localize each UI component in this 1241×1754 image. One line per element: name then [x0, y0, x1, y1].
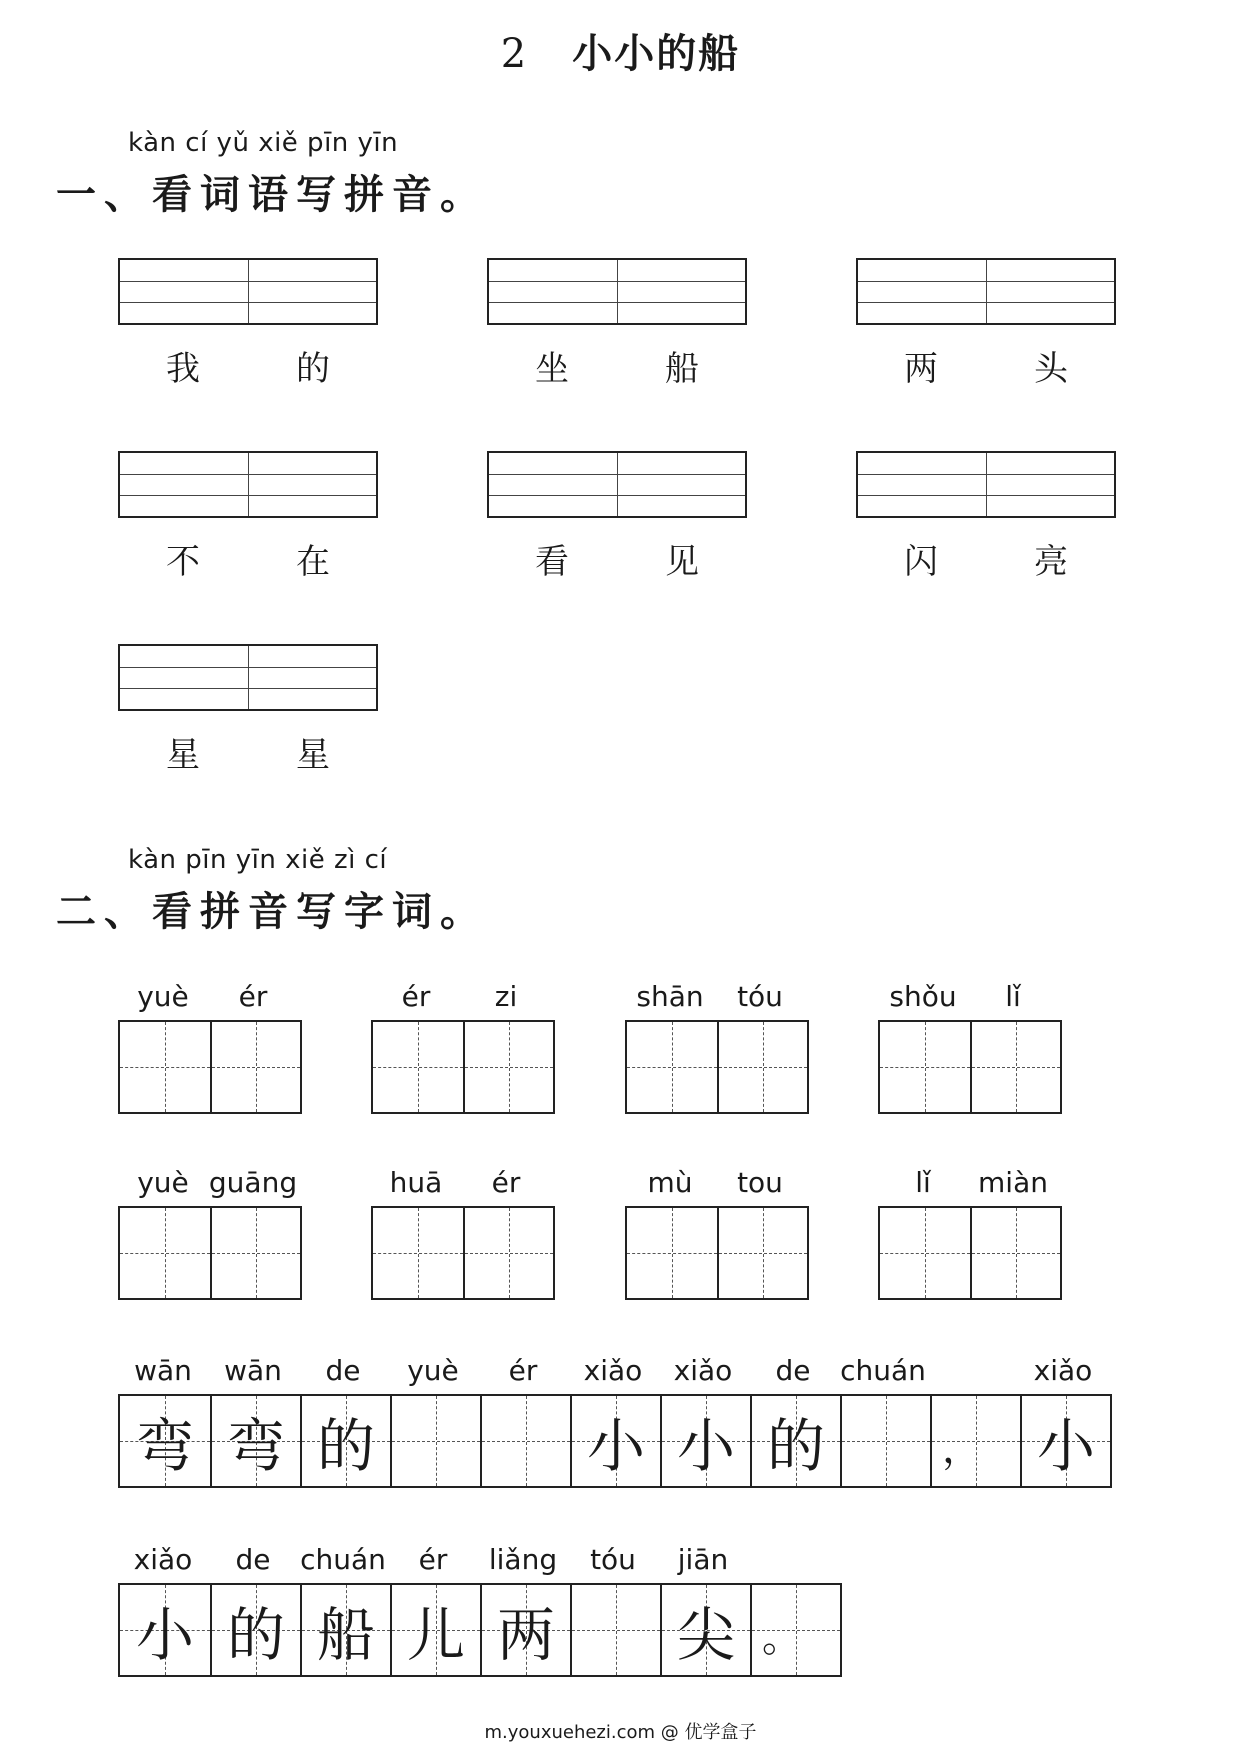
- section2-pinyin: kàn pīn yīn xiě zì cí: [128, 845, 388, 875]
- section2-heading: 二、看拼音写字词。: [56, 889, 488, 935]
- section1-pinyin: kàn cí yǔ xiě pīn yīn: [128, 128, 399, 158]
- word-char: 看: [535, 542, 569, 582]
- cell-char: 弯: [226, 1412, 285, 1480]
- pinyin-label: shǒu: [889, 980, 957, 1013]
- page-title: [0, 22, 1241, 79]
- word-char: 亮: [1034, 542, 1068, 582]
- tianzige-cell[interactable]: [660, 1396, 750, 1486]
- word-label: [856, 341, 1116, 390]
- cell-char: 儿: [406, 1601, 465, 1669]
- word-char: 在: [296, 542, 330, 582]
- word-label: [487, 534, 747, 583]
- tianzige-cell[interactable]: [570, 1585, 660, 1675]
- tianzige-cell[interactable]: [840, 1396, 930, 1486]
- word-char: 我: [166, 349, 200, 389]
- four-line-grid[interactable]: [487, 451, 747, 518]
- tianzige-cell[interactable]: [463, 1022, 553, 1112]
- tianzige-cell[interactable]: [930, 1396, 1020, 1486]
- pinyin-label: ér: [238, 980, 268, 1013]
- word-char: 不: [166, 542, 200, 582]
- tianzige-cell[interactable]: [463, 1208, 553, 1298]
- pinyin-label: tou: [737, 1166, 783, 1199]
- pinyin-label: xiǎo: [1033, 1354, 1093, 1387]
- pinyin-label: ér: [418, 1543, 448, 1576]
- word-label: [487, 341, 747, 390]
- tianzige-cell[interactable]: [300, 1396, 390, 1486]
- cell-char: ，: [942, 1426, 982, 1472]
- tianzige-pair[interactable]: [878, 1020, 1062, 1114]
- tianzige-cell[interactable]: [210, 1585, 300, 1675]
- tianzige-cell[interactable]: [373, 1208, 463, 1298]
- pinyin-label: lǐ: [915, 1166, 931, 1199]
- tianzige-cell[interactable]: [880, 1208, 970, 1298]
- tianzige-cell[interactable]: [750, 1396, 840, 1486]
- tianzige-cell[interactable]: [120, 1208, 210, 1298]
- section1-heading: 一、看词语写拼音。: [56, 172, 488, 218]
- tianzige-cell[interactable]: [210, 1396, 300, 1486]
- word-label: [118, 727, 378, 776]
- word-label: [118, 341, 378, 390]
- pinyin-label: miàn: [978, 1166, 1048, 1199]
- four-line-grid[interactable]: [856, 451, 1116, 518]
- pinyin-label: wān: [134, 1354, 192, 1387]
- pinyin-label: jiān: [677, 1543, 729, 1576]
- word-char: 见: [665, 542, 699, 582]
- pinyin-label: zi: [494, 980, 518, 1013]
- tianzige-cell[interactable]: [120, 1022, 210, 1112]
- tianzige-cell[interactable]: [627, 1208, 717, 1298]
- sentence2-grid[interactable]: [118, 1583, 842, 1677]
- cell-char: 船: [316, 1601, 375, 1669]
- word-char: 星: [166, 735, 200, 775]
- tianzige-cell[interactable]: [880, 1022, 970, 1112]
- tianzige-cell[interactable]: [627, 1022, 717, 1112]
- word-label: [856, 534, 1116, 583]
- tianzige-cell[interactable]: [970, 1208, 1060, 1298]
- tianzige-pair[interactable]: [371, 1020, 555, 1114]
- pinyin-label: yuè: [137, 1166, 189, 1199]
- pinyin-label: yuè: [407, 1354, 459, 1387]
- four-line-grid[interactable]: [856, 258, 1116, 325]
- four-line-grid[interactable]: [118, 451, 378, 518]
- pinyin-label: de: [775, 1354, 811, 1387]
- cell-char: [392, 1396, 480, 1486]
- pinyin-label: mù: [647, 1166, 693, 1199]
- pinyin-label: chuán: [840, 1354, 926, 1387]
- tianzige-cell[interactable]: [480, 1585, 570, 1675]
- tianzige-pair[interactable]: [118, 1206, 302, 1300]
- word-char: 坐: [535, 349, 569, 389]
- pinyin-label: tóu: [590, 1543, 636, 1576]
- word-char: 的: [296, 349, 330, 389]
- word-char: 两: [904, 349, 938, 389]
- pinyin-label: shān: [636, 980, 704, 1013]
- word-char: 星: [296, 735, 330, 775]
- cell-char: [482, 1396, 570, 1486]
- word-char: 闪: [904, 542, 938, 582]
- cell-char: 的: [226, 1601, 285, 1669]
- pinyin-label: chuán: [300, 1543, 386, 1576]
- tianzige-cell[interactable]: [210, 1022, 300, 1112]
- pinyin-label: ér: [401, 980, 431, 1013]
- word-char: 头: [1034, 349, 1068, 389]
- tianzige-pair[interactable]: [625, 1206, 809, 1300]
- tianzige-cell[interactable]: [373, 1022, 463, 1112]
- cell-char: 尖: [676, 1601, 735, 1669]
- pinyin-label: de: [235, 1543, 271, 1576]
- tianzige-cell[interactable]: [750, 1585, 840, 1675]
- pinyin-label: tóu: [737, 980, 783, 1013]
- tianzige-cell[interactable]: [660, 1585, 750, 1675]
- tianzige-cell[interactable]: [570, 1396, 660, 1486]
- pinyin-label: yuè: [137, 980, 189, 1013]
- cell-char: [572, 1585, 660, 1675]
- tianzige-cell[interactable]: [970, 1022, 1060, 1112]
- pinyin-label: xiǎo: [583, 1354, 643, 1387]
- word-char: 船: [665, 349, 699, 389]
- tianzige-cell[interactable]: [120, 1585, 210, 1675]
- tianzige-pair[interactable]: [118, 1020, 302, 1114]
- lesson-number: 2: [500, 31, 529, 77]
- four-line-grid[interactable]: [118, 644, 378, 711]
- lesson-title: 小小的船: [572, 31, 741, 77]
- pinyin-label: xiǎo: [133, 1543, 193, 1576]
- pinyin-label: liǎng: [488, 1543, 558, 1576]
- pinyin-label: ér: [491, 1166, 521, 1199]
- footer-watermark: m.youxuehezi.com @ 优学盒子: [484, 1722, 757, 1743]
- tianzige-cell[interactable]: [210, 1208, 300, 1298]
- cell-char: 小: [676, 1412, 735, 1480]
- tianzige-cell[interactable]: [717, 1022, 807, 1112]
- cell-char: 小: [586, 1412, 645, 1480]
- tianzige-pair[interactable]: [625, 1020, 809, 1114]
- tianzige-cell[interactable]: [717, 1208, 807, 1298]
- pinyin-label: huā: [389, 1166, 443, 1199]
- four-line-grid[interactable]: [487, 258, 747, 325]
- cell-char: [842, 1396, 930, 1486]
- tianzige-cell[interactable]: [480, 1396, 570, 1486]
- pinyin-label: xiǎo: [673, 1354, 733, 1387]
- tianzige-pair[interactable]: [878, 1206, 1062, 1300]
- cell-char: 两: [496, 1601, 555, 1669]
- pinyin-label: ér: [508, 1354, 538, 1387]
- four-line-grid[interactable]: [118, 258, 378, 325]
- word-label: [118, 534, 378, 583]
- pinyin-label: wān: [224, 1354, 282, 1387]
- cell-char: 弯: [135, 1412, 194, 1480]
- tianzige-cell[interactable]: [1020, 1396, 1110, 1486]
- cell-char: 小: [1036, 1412, 1095, 1480]
- pinyin-label: lǐ: [1005, 980, 1021, 1013]
- pinyin-label: de: [325, 1354, 361, 1387]
- cell-char: 的: [766, 1412, 825, 1480]
- sentence1-grid[interactable]: [118, 1394, 1112, 1488]
- cell-char: 。: [762, 1615, 802, 1661]
- tianzige-cell[interactable]: [120, 1396, 210, 1486]
- tianzige-pair[interactable]: [371, 1206, 555, 1300]
- tianzige-cell[interactable]: [390, 1396, 480, 1486]
- tianzige-cell[interactable]: [390, 1585, 480, 1675]
- cell-char: 小: [135, 1601, 194, 1669]
- pinyin-label: guāng: [208, 1166, 298, 1199]
- tianzige-cell[interactable]: [300, 1585, 390, 1675]
- cell-char: 的: [316, 1412, 375, 1480]
